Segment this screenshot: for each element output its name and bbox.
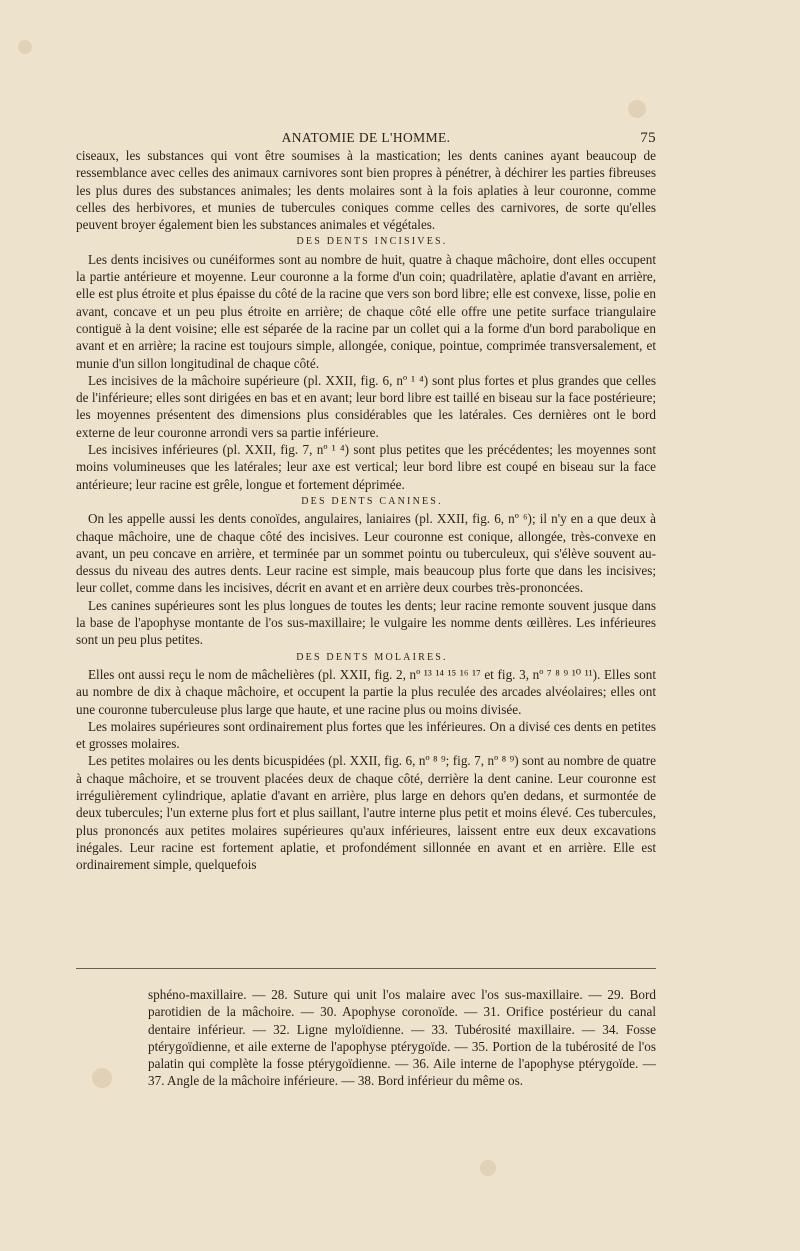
footnote-divider <box>76 968 656 969</box>
running-title: ANATOMIE DE L'HOMME. <box>281 130 451 145</box>
paragraph: ciseaux, les substances qui vont être soumises à la mastication; les dents canines ayant beaucoup de ressemblance avec celles des animaux carnivores sont bien propres à pénétrer, à déchirer les parties fibreuses les plus dures des substances animales; les dents molaires sont à la fois aplaties à leur couronne, comme celles des herbivores, et munies de tubercules coniques comme celles des carnivores, de sorte qu'elles peuvent broyer également bien les substances animales et végétales. <box>76 148 656 233</box>
foxing-spot <box>92 1068 112 1088</box>
paragraph: Elles ont aussi reçu le nom de mâchelières (pl. XXII, fig. 2, nº ¹³ ¹⁴ ¹⁵ ¹⁶ ¹⁷ et fig. 3, nº ⁷ ⁸ ⁹ ¹⁰ ¹¹). Elles sont au nombre de dix à chaque mâchoire, et occupent la partie la plus reculée des arcades alvéolaires; elles ont une couronne tuberculeuse plus large que haute, et une racine plus ou moins divisée. <box>76 666 656 717</box>
footnote: sphéno-maxillaire. — 28. Suture qui unit l'os malaire avec l'os sus-maxillaire. — 29. Bord parotidien de la mâchoire. — 30. Apophyse coronoïde. — 31. Orifice postérieur du canal dentaire inférieur. — 32. Ligne myloïdienne. — 33. Tubérosité maxillaire. — 34. Fosse ptérygoïdienne, et aile externe de l'apophyse ptérygoïde. — 35. Portion de la tubérosité de l'os palatin qui complète la fosse ptérygoïdienne. — 36. Aile interne de l'apophyse ptérygoïde. — 37. Angle de la mâchoire inférieure. — 38. Bord inférieur du même os. <box>148 987 656 1089</box>
section-heading-incisives: DES DENTS INCISIVES. <box>296 236 448 248</box>
main-text <box>76 147 656 873</box>
paragraph: Les molaires supérieures sont ordinairement plus fortes que les inférieures. On a divisé ces dents en petites et grosses molaires. <box>76 718 656 752</box>
paragraph: On les appelle aussi les dents conoïdes, angulaires, laniaires (pl. XXII, fig. 6, nº ⁶); il n'y en a que deux à chaque mâchoire, une de chaque côté des incisives. Leur couronne est conique, allongée, très-convexe en avant, un peu concave en arrière, et terminée par un sommet pointu ou tuberculeux, qui s'élève souvent au-dessus du niveau des autres dents. Leur racine est simple, mais beaucoup plus forte que dans les incisives; leur collet, comme dans les incisives, décrit en avant et en arrière deux courbes très-prononcées. <box>76 511 656 596</box>
paragraph: Les incisives de la mâchoire supérieure (pl. XXII, fig. 6, nº ¹ ⁴) sont plus fortes et plus grandes que celles de l'inférieure; elles sont dirigées en bas et en avant; leur bord libre est taillé en biseau sur la face postérieure; les moyennes présentent des dimensions plus considérables que les latérales. Ces dernières ont le bord externe de leur couronne arrondi vers sa partie inférieure. <box>76 372 656 440</box>
foxing-spot <box>480 1160 496 1176</box>
paragraph: Les dents incisives ou cunéiformes sont au nombre de huit, quatre à chaque mâchoire, dont elles occupent la partie antérieure et moyenne. Leur couronne a la forme d'un coin; quadrilatère, aplatie d'avant en arrière, elle est plus étroite et plus épaisse du côté de la racine que vers son bord libre; elle est convexe, lisse, polie en avant, concave et un peu plus étroite en arrière; de chaque côté elle offre une petite surface triangulaire contiguë à la dent voisine; elle est séparée de la racine par un collet qui a la forme d'un bord parabolique en avant et en arrière; la racine est toujours simple, allongée, conique, pointue, comprimée transversalement, et munie d'un sillon longitudinal de chaque côté. <box>76 251 656 371</box>
paragraph: Les canines supérieures sont les plus longues de toutes les dents; leur racine remonte souvent jusque dans la base de l'apophyse montante de l'os sus-maxillaire; le vulgaire les nomme dents œillères. Les inférieures sont un peu plus petites. <box>76 597 656 648</box>
paragraph: Les petites molaires ou les dents bicuspidées (pl. XXII, fig. 6, nº ⁸ ⁹; fig. 7, nº ⁸ ⁹) sont au nombre de quatre à chaque mâchoire, et se trouvent placées deux de chaque côté, derrière la dent canine. Leur couronne est irrégulièrement cylindrique, aplatie d'avant en arrière, plus large en dehors qu'en dedans, et surmontée de deux tubercules; l'un externe plus fort et plus saillant, l'autre interne plus petit et moins élevé. Ces tubercules, plus prononcés aux petites molaires supérieures qu'aux inférieures, laissent entre eux deux excavations inégales. Leur racine est fortement aplatie, et profondément sillonnée en avant et en arrière. Elle est ordinairement simple, quelquefois <box>76 753 656 873</box>
page-number: 75 <box>640 130 656 146</box>
foxing-spot <box>18 40 32 54</box>
paragraph: Les incisives inférieures (pl. XXII, fig. 7, nº ¹ ⁴) sont plus petites que les précédentes; les moyennes sont moins volumineuses que les latérales; leur axe est vertical; leur bord libre est coupé en biseau sur la face antérieure; leur racine est grêle, longue et fortement déprimée. <box>76 442 656 492</box>
section-heading-molaires: DES DENTS MOLAIRES. <box>296 651 448 663</box>
section-heading-canines: DES DENTS CANINES. <box>301 495 443 507</box>
foxing-spot <box>628 100 646 118</box>
